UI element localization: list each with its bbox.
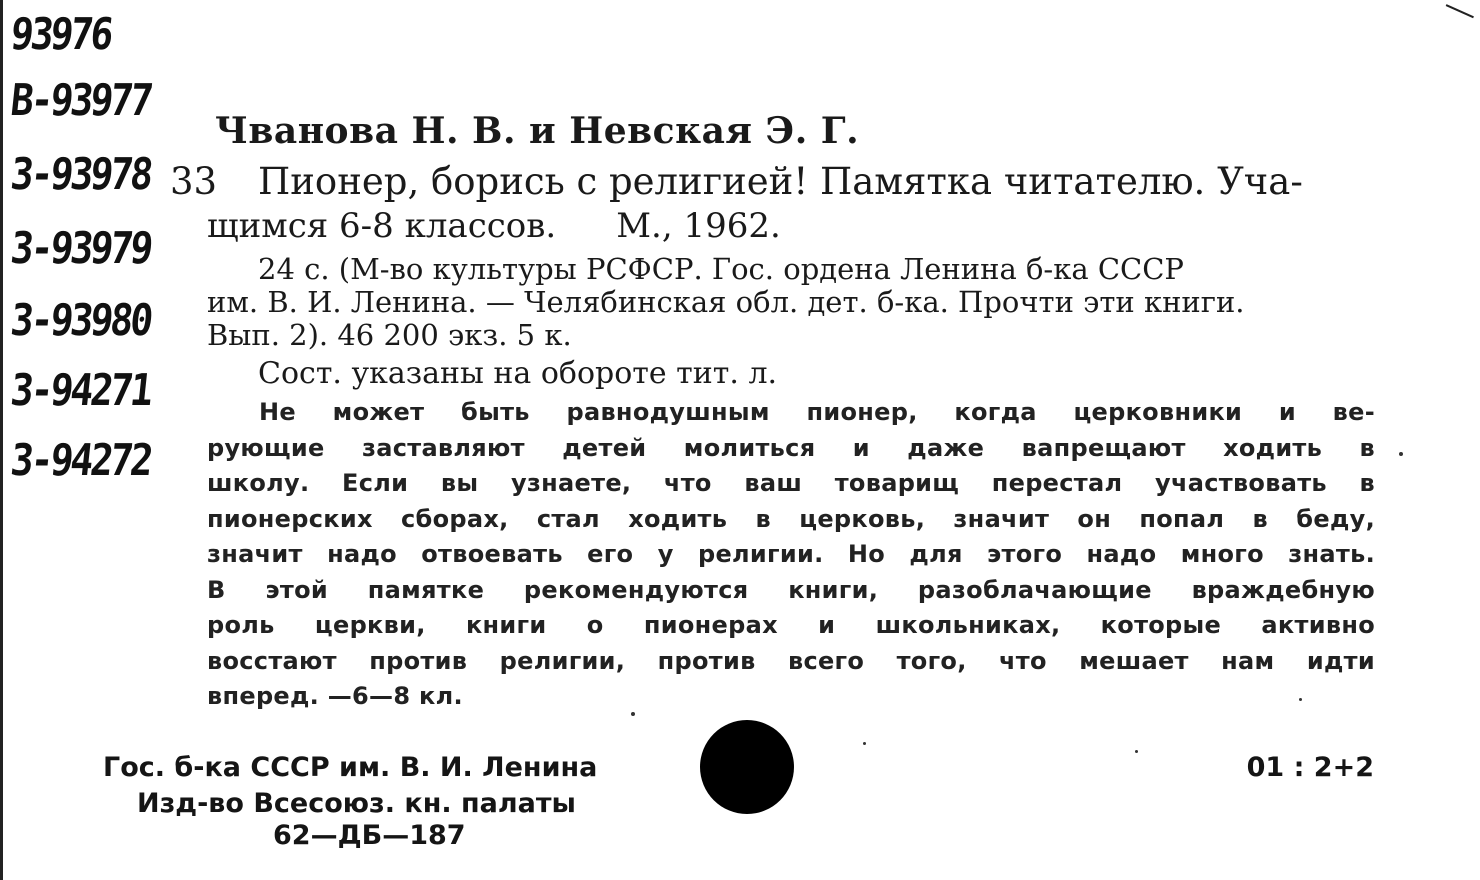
annotation-line: вперед. —6—8 кл. (207, 682, 463, 710)
handwritten-number: 3-93979 (8, 222, 153, 274)
handwritten-number: 93976 (8, 8, 114, 60)
collation-line: им. В. И. Ленина. — Челябинская обл. дет. б-ка. Прочти эти книги. (207, 285, 1245, 319)
classification-index: 01 : 2+2 (1246, 752, 1374, 783)
catalog-number: 33 (170, 160, 218, 203)
annotation-line: восстают против религии, против всего того, что мешает нам идти (207, 646, 1375, 675)
annotation (207, 395, 1375, 715)
speck (1399, 452, 1403, 456)
title-text-cont: щимся 6-8 классов. (207, 206, 557, 246)
speck (1135, 750, 1138, 753)
collation-line: Вып. 2). 46 200 экз. 5 к. (207, 318, 572, 352)
annotation-line: значит надо отвоевать его у религии. Но для этого надо много знать. (207, 540, 1375, 568)
annotation-line: пионерских сборах, стал ходить в церковь, значит он попал в беду, (207, 504, 1375, 533)
handwritten-number: В-93977 (8, 74, 153, 126)
title-line-2 (207, 206, 781, 246)
author: Чванова Н. В. и Невская Э. Г. (215, 110, 860, 152)
handwritten-number: 3-94272 (8, 434, 153, 486)
annotation-line: роль церкви, книги о пионерах и школьниках, которые активно (207, 611, 1375, 639)
footer-card-number: 62—ДБ—187 (273, 820, 466, 851)
speck (631, 712, 635, 716)
handwritten-number: 3-93980 (8, 294, 153, 346)
punch-hole (700, 720, 794, 814)
publication-info: М., 1962. (616, 206, 781, 246)
annotation-line: школу. Если вы узнаете, что ваш товарищ перестал участвовать в (207, 469, 1375, 497)
corner-mark (1444, 4, 1474, 22)
collation-line: 24 с. (М-во культуры РСФСР. Гос. ордена Ленина б-ка СССР (258, 252, 1184, 286)
title-text: Пионер, борись с религией! Памятка читателю. Уча- (258, 160, 1303, 203)
title-line-1 (170, 160, 1303, 203)
speck (1299, 698, 1302, 701)
footer-publisher: Изд-во Всесоюз. кн. палаты (137, 788, 576, 819)
annotation-line: В этой памятке рекомендуются книги, разоблачающие враждебную (207, 575, 1375, 604)
annotation-line: Не может быть равнодушным пионер, когда церковники и ве- (259, 398, 1375, 426)
handwritten-number: 3-93978 (8, 148, 153, 200)
annotation-line: рующие заставляют детей молиться и даже вапрещают ходить в (207, 433, 1375, 462)
footer-library: Гос. б-ка СССР им. В. И. Ленина (103, 752, 598, 783)
handwritten-number: 3-94271 (8, 364, 153, 416)
compiler-note: Сост. указаны на обороте тит. л. (258, 356, 778, 391)
speck (863, 742, 866, 745)
